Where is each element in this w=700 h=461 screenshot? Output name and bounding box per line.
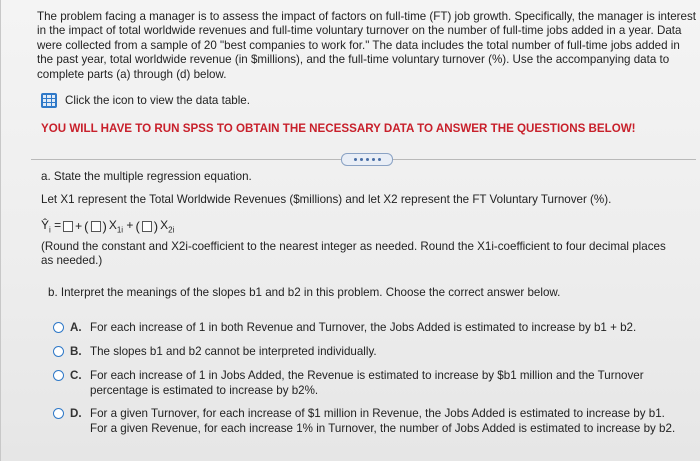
- spss-warning: YOU WILL HAVE TO RUN SPSS TO OBTAIN THE NECESSARY DATA TO ANSWER THE QUESTIONS BELOW!: [41, 122, 636, 135]
- ellipsis-icon: [354, 158, 357, 161]
- expand-more-button[interactable]: [341, 153, 393, 166]
- x1-coefficient-input[interactable]: [91, 221, 101, 232]
- table-icon[interactable]: [41, 93, 57, 108]
- y-hat-symbol: $Ŷ_i$ =: [41, 218, 62, 235]
- part-a-prompt: a. State the multiple regression equation.: [41, 170, 252, 183]
- radio-button[interactable]: [53, 322, 64, 333]
- option-text: The slopes b1 and b2 cannot be interpreted individually.: [90, 345, 377, 358]
- data-table-link[interactable]: [41, 91, 250, 109]
- x2-coefficient-input[interactable]: [142, 221, 152, 232]
- option-text: For each increase of 1 in Jobs Added, the Revenue is estimated to increase by $b1 million and the Turnover percentage is estimated to increase by b2%.: [90, 369, 644, 397]
- option-letter: B.: [70, 345, 82, 358]
- regression-equation: $Ŷ_i$ = + ( ) $X_{1i}$ + ( ) $X_{2i}$: [41, 218, 175, 235]
- radio-button[interactable]: [53, 370, 64, 381]
- option-letter: D.: [70, 407, 82, 420]
- option-text: For a given Turnover, for each increase of $1 million in Revenue, the Jobs Added is estimated to increase by b1. For a given Revenue, for each increase 1% in Turnover, the number of Jobs Added is estimated to increase by b2.: [90, 407, 676, 435]
- option-b[interactable]: [53, 344, 377, 359]
- radio-button[interactable]: [53, 408, 64, 419]
- variable-definition: Let X1 represent the Total Worldwide Revenues ($millions) and let X2 represent the FT Voluntary Turnover (%).: [41, 193, 612, 206]
- option-letter: A.: [70, 321, 82, 334]
- radio-button[interactable]: [53, 346, 64, 357]
- option-text: For each increase of 1 in both Revenue and Turnover, the Jobs Added is estimated to increase by b1 + b2.: [90, 321, 637, 334]
- rounding-note: (Round the constant and X2i-coefficient to the nearest integer as needed. Round the X1i-coefficient to four decimal places as needed.): [41, 240, 666, 268]
- option-c[interactable]: [53, 368, 683, 398]
- option-a[interactable]: [53, 320, 636, 335]
- option-d[interactable]: [53, 406, 683, 436]
- option-letter: C.: [70, 369, 82, 382]
- part-b-prompt: b. Interpret the meanings of the slopes b1 and b2 in this problem. Choose the correct answer below.: [48, 286, 561, 299]
- problem-statement: The problem facing a manager is to assess the impact of factors on full-time (FT) job growth. Specifically, the manager is interest in the impact of total worldwide revenues and full-time voluntary turnover on the number of full-time jobs added in a year. Data were collected from a sample of 20 "best companies to work for." The data includes the total number of full-time jobs added in the past year, total worldwide revenue (in $millions), and the full-time voluntary turnover (%). Use the accompanying data to complete parts (a) through (d) below.: [37, 10, 696, 81]
- data-table-link-label[interactable]: Click the icon to view the data table.: [65, 93, 250, 107]
- constant-input[interactable]: [63, 221, 73, 232]
